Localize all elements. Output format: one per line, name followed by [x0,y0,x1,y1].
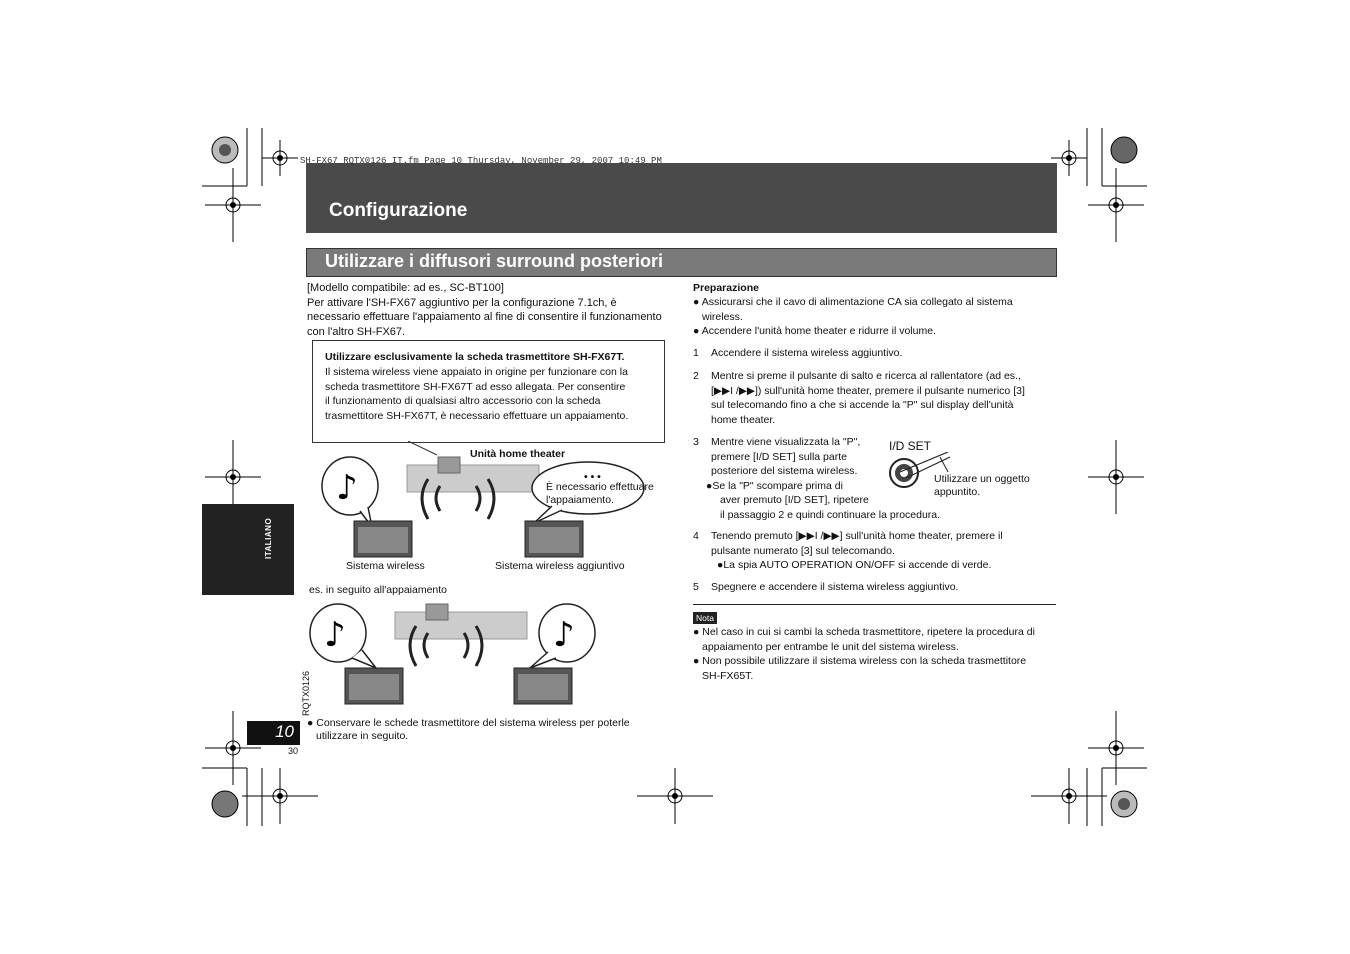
pairing-diagram-after [308,600,608,710]
language-tab [202,504,294,595]
svg-text:♪: ♪ [336,468,358,508]
warning-box: Utilizzare esclusivamente la scheda trasmettitore SH-FX67T. Il sistema wireless viene appaiato in origine per funzionare con la scheda trasmettitore SH-FX67T ad esso allegata. Per consentire il funzionamento di qualsiasi altro accessorio con la scheda trasmettitore SH-FX67T, è necessario effettuare un appaiamento. [312,340,665,443]
step-4: 4 Tenendo premuto [▶▶I /▶▶] sull'unità home theater, premere il pulsante numerato [3] sul telecomando. ●La spia AUTO OPERATION ON/OFF si accende di verde. [693,530,1003,571]
home-theater-label: Unità home theater [470,448,566,460]
wireless-label: Sistema wireless [346,560,425,572]
page-number-box [247,721,300,745]
subsection-header [306,248,1057,277]
section-header [306,163,1057,233]
nota-item: ● Nel caso in cui si cambi la scheda trasmettitore, ripetere la procedura di [693,626,1035,638]
nota-badge: Nota [693,612,717,624]
intro-text: [Modello compatibile: ad es., SC-BT100] Per attivare l'SH-FX67 aggiuntivo per la configurazione 7.1ch, è necessario effettuare l'appaiamento al fine di consentire il funzionamento con l'altro SH-FX67. [307,282,662,338]
file-slug: SH-FX67_RQTX0126_IT.fm Page 10 Thursday, November 29, 2007 10:49 PM [300,156,662,166]
pairing-diagram-before [312,441,672,571]
warning-title: Utilizzare esclusivamente la scheda trasmettitore SH-FX67T. [325,351,625,363]
page-number: 10 [275,722,294,741]
svg-text:♪: ♪ [553,615,575,655]
step-3: 3 Mentre viene visualizzata la "P", premere [I/D SET] sulla parte posteriore del sistema wireless. ●Se la "P" scompare prima di aver premuto [I/D SET], ripetere il passaggio 2 e quindi continuare la procedura. [693,436,941,521]
divider [693,604,1056,605]
step-1: 1 Accendere il sistema wireless aggiuntivo. [693,347,903,359]
keep-cards-note: ● Conservare le schede trasmettitore del sistema wireless per poterle utilizzare in seguito. [307,717,630,742]
prep-title: Preparazione [693,282,759,294]
pairing-bubble-text: È necessario effettuare l'appaiamento. [546,481,654,506]
wireless-extra-label: Sistema wireless aggiuntivo [495,560,625,572]
prep-bullet: ● Assicurarsi che il cavo di alimentazione CA sia collegato al sistema wireless. [693,296,1013,323]
prep-bullet: ● Accendere l'unità home theater e ridurre il volume. [693,325,936,337]
step-5: 5 Spegnere e accendere il sistema wireless aggiuntivo. [693,581,959,593]
subsection-title: Utilizzare i diffusori surround posteriori [325,251,664,271]
step-2: 2 Mentre si preme il pulsante di salto e ricerca al rallentatore (ad es., [▶▶I /▶▶]) sull'unità home theater, premere il pulsante numerico [3] sul telecomando fino a che si accende la "P" sul display dell'unità home theater. [693,370,1025,426]
svg-text:♪: ♪ [324,615,346,655]
nota-list: ● Nel caso in cui si cambi la scheda trasmettitore, ripetere la procedura di appaiamento per entrambe le unit del sistema wireless. ● Non possibile utilizzare il sistema wireless con la scheda trasmettitore SH-FX65T. [693,625,1055,683]
after-pairing-label: es. in seguito all'appaiamento [309,584,448,596]
section-title: Configurazione [329,200,468,221]
bubble-dots: • • • [584,471,601,483]
idset-note: Utilizzare un oggetto appuntito. [934,473,1030,498]
doc-code: RQTX0126 [301,670,311,716]
nota-item: ● Non possibile utilizzare il sistema wireless con la scheda trasmettitore [693,655,1027,667]
language-label: ITALIANO [264,517,273,559]
idset-label: I/D SET [889,439,932,453]
sub-page-number: 30 [288,746,299,756]
